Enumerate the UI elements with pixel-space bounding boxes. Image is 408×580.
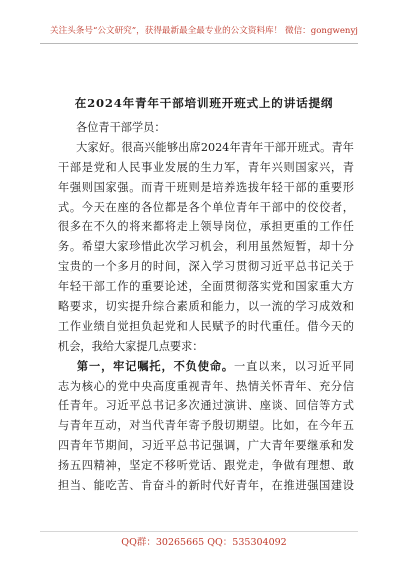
paragraph-line (58, 138, 354, 158)
paragraph-line: 干部是党和人民事业发展的生力军，青年兴则国家兴，青 (58, 160, 354, 174)
paragraph-line: 志为核心的党中央高度重视青年、热情关怀青年、充分信 (58, 379, 354, 393)
footer-contact: QQ群：30265665 QQ：535304092 (121, 537, 287, 548)
document-title: 在2024年青年干部培训班开班式上的讲话提纲 (74, 96, 334, 110)
paragraph-line: 略要求，切实提升综合素质和能力，以一流的学习成效和 (58, 300, 354, 314)
paragraph-line: 宝贵的一个多月的时间，深入学习贯彻习近平总书记关于 (58, 260, 354, 274)
point1-heading: 第一，牢记嘱托，不负使命。 (76, 358, 235, 373)
greeting-text: 各位青干部学员： (76, 121, 166, 134)
paragraph-line: 与青年互动，对当代青年寄予殷切期望。比如，在今年五 (58, 419, 354, 433)
paragraph-line: 扬五四精神，坚定不移听党话、跟党走，争做有理想、敢 (58, 459, 354, 473)
point1-first-line (58, 357, 354, 377)
paragraph-line: 式。今天在座的各位都是各个单位青年干部中的佼佼者， (58, 200, 354, 214)
paragraph-line-text: 大家好。很高兴能够出席2024年青年干部开班式。青年 (76, 140, 354, 154)
paragraph-line: 务。希望大家珍惜此次学习机会，利用虽然短暂，却十分 (58, 240, 354, 254)
header-divider (40, 43, 358, 44)
paragraph-line: 任青年。习近平总书记多次通过演讲、座谈、回信等方式 (58, 399, 354, 413)
greeting-line (58, 118, 354, 138)
paragraph-line: 机会，我给大家提几点要求： (58, 339, 204, 353)
paragraph-line: 年强则国家强。而青干班则是培养选拔年轻干部的重要形 (58, 180, 354, 194)
document-body (58, 118, 354, 496)
paragraph-line: 年轻干部工作的重要论述，全面贯彻落实党和国家重大方 (58, 280, 354, 294)
paragraph-line: 工作业绩自觉担负起党和人民赋予的时代重任。借今天的 (58, 319, 354, 333)
header-banner: 关注头条号“公文研究”，获得最新最全最专业的公文资料库！ 微信：gongwenyj (50, 26, 358, 36)
paragraph-line: 很多在不久的将来都将走上领导岗位，承担更重的工作任 (58, 220, 354, 234)
paragraph-line: 四青年节期间，习近平总书记强调，广大青年要继承和发 (58, 439, 354, 453)
point1-first-line-text: 一直以来，以习近平同 (234, 359, 354, 373)
footer-divider (40, 531, 358, 532)
paragraph-line: 担当、能吃苦、肯奋斗的新时代好青年，在推进强国建设 (58, 479, 354, 493)
